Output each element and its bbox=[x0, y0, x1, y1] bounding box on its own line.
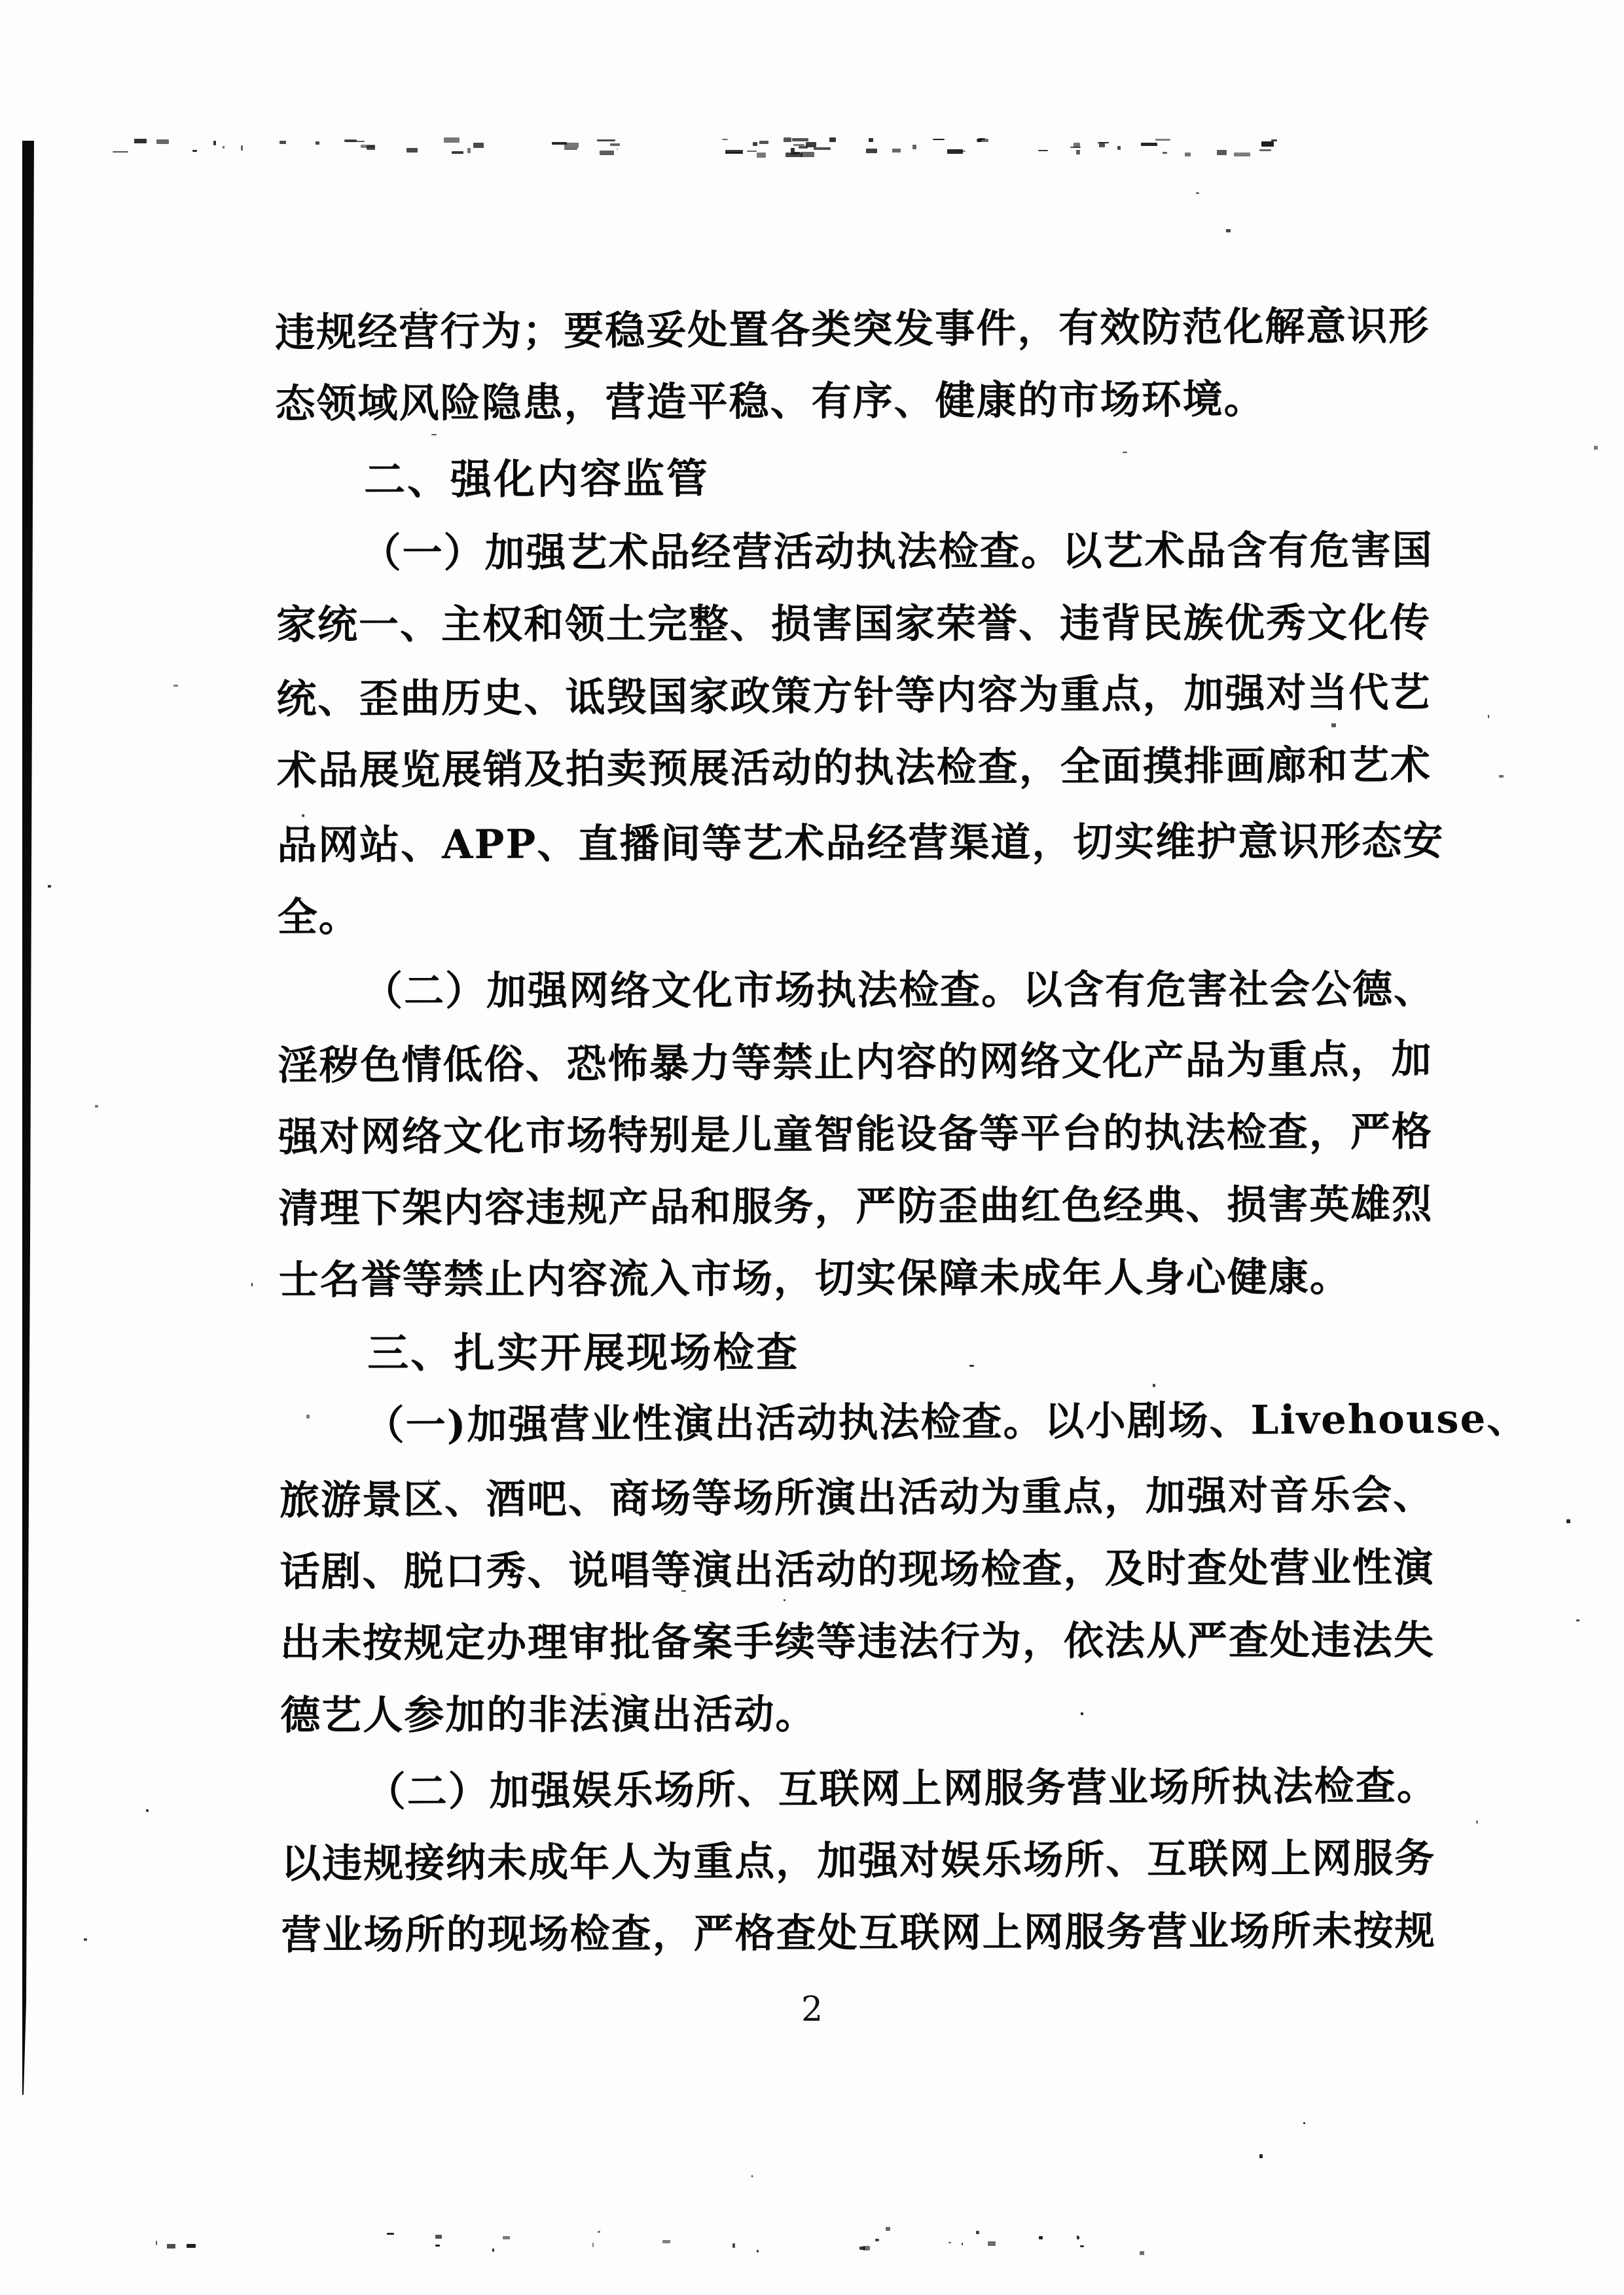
body-text-line: 全。 bbox=[277, 894, 360, 941]
body-text-line: 营业场所的现场检查，严格查处互联网上网服务营业场所未按规 bbox=[281, 1907, 1436, 1959]
body-text-line: 士名誉等禁止内容流入市场，切实保障未成年人身心健康。 bbox=[278, 1254, 1351, 1304]
body-text-line: 术品展览展销及拍卖预展活动的执法检查，全面摸排画廊和艺术 bbox=[276, 742, 1432, 795]
body-text-line: 品网站、APP、直播间等艺术品经营渠道，切实维护意识形态安 bbox=[277, 818, 1445, 869]
body-text-line: 统、歪曲历史、诋毁国家政策方针等内容为重点，加强对当代艺 bbox=[276, 669, 1432, 723]
body-text-line: （二）加强娱乐场所、互联网上网服务营业场所执法检查。 bbox=[365, 1762, 1438, 1816]
body-text-line: 话剧、脱口秀、说唱等演出活动的现场检查，及时查处营业性演 bbox=[280, 1544, 1435, 1596]
body-text-line: 态领域风险隐患，营造平稳、有序、健康的市场环境。 bbox=[275, 376, 1265, 427]
page-number: 2 bbox=[801, 1990, 823, 2029]
section-heading: 三、扎实开展现场检查 bbox=[367, 1328, 800, 1377]
section-heading: 二、强化内容监管 bbox=[363, 454, 710, 504]
body-text-line: （一）加强艺术品经营活动执法检查。以艺术品含有危害国 bbox=[361, 527, 1434, 577]
body-text-line: 旅游景区、酒吧、商场等场所演出活动为重点，加强对音乐会、 bbox=[279, 1472, 1435, 1525]
body-text-line: 出未按规定办理审批备案手续等违法行为，依法从严查处违法失 bbox=[280, 1617, 1435, 1667]
body-text-line: 清理下架内容违规产品和服务，严防歪曲红色经典、损害英雄烈 bbox=[278, 1181, 1434, 1233]
body-text-line: 强对网络文化市场特别是儿童智能设备等平台的执法检查，严格 bbox=[278, 1108, 1434, 1161]
body-text-line: 以违规接纳未成年人为重点，加强对娱乐场所、互联网上网服务 bbox=[281, 1835, 1436, 1888]
body-text-line: 德艺人参加的非法演出活动。 bbox=[280, 1691, 817, 1739]
body-text-line: （二）加强网络文化市场执法检查。以含有危害社会公德、 bbox=[363, 966, 1435, 1015]
body-text-line: （一)加强营业性演出活动执法检查。以小剧场、Livehouse、 bbox=[364, 1395, 1528, 1449]
body-text-line: 家统一、主权和领土完整、损害国家荣誉、违背民族优秀文化传 bbox=[276, 600, 1432, 649]
body-text-line: 违规经营行为；要稳妥处置各类突发事件，有效防范化解意识形 bbox=[275, 302, 1430, 356]
body-text-line: 淫秽色情低俗、恐怖暴力等禁止内容的网络文化产品为重点，加 bbox=[278, 1036, 1433, 1089]
